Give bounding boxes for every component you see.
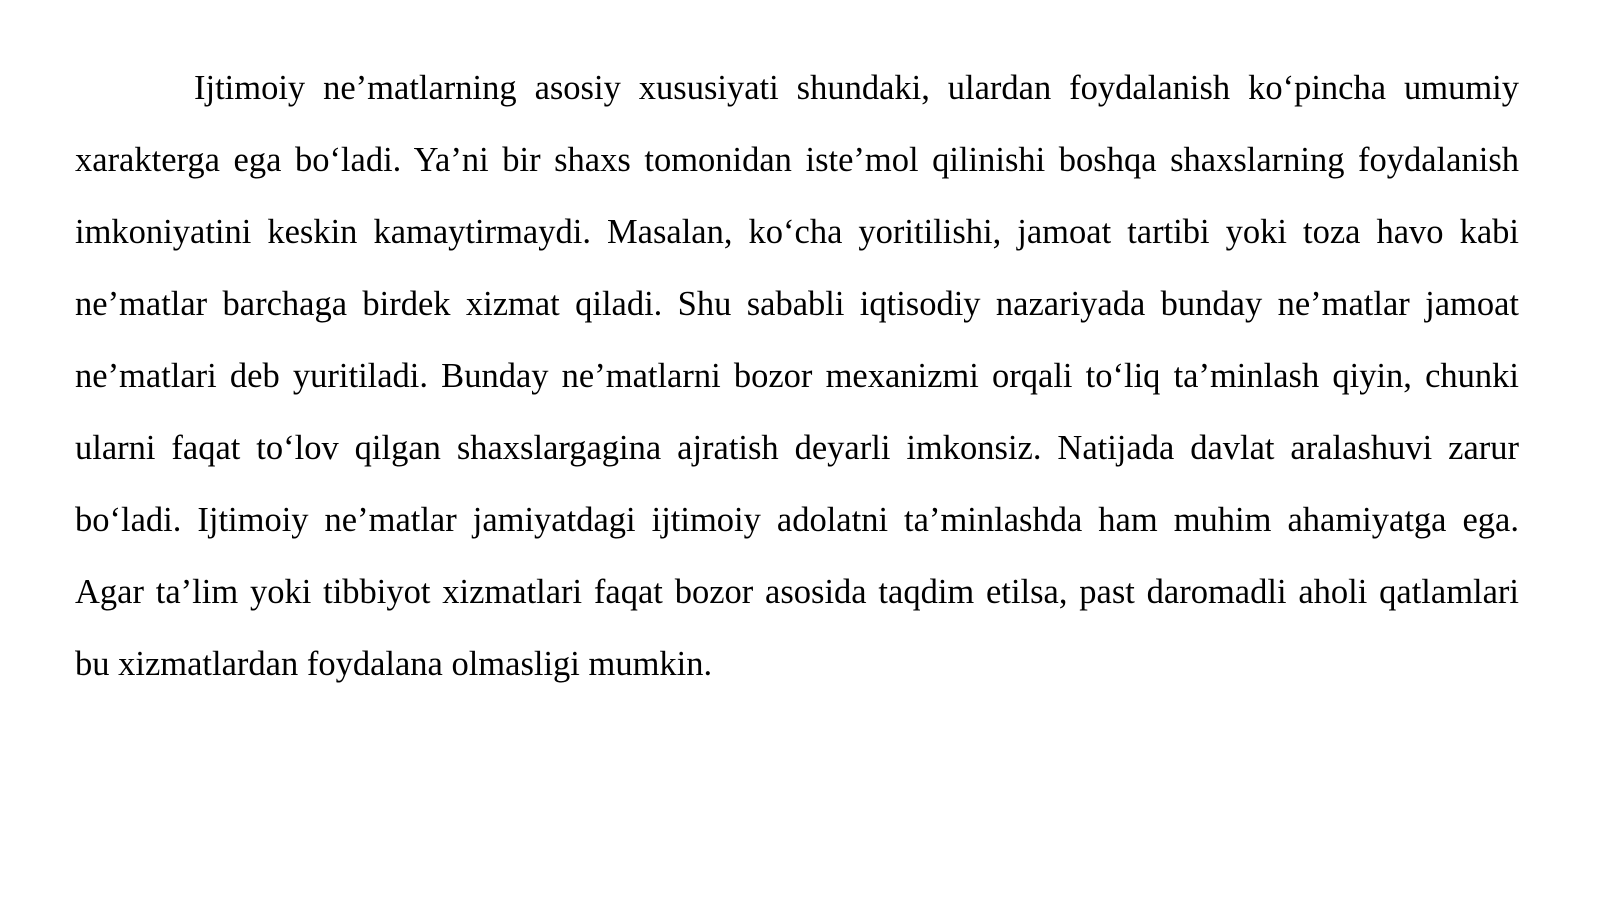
body-paragraph: Ijtimoiy ne’matlarning asosiy xususiyati shundaki, ulardan foydalanish ko‘pincha umumiy xarakterga ega bo‘ladi. Ya’ni bir shaxs tomonidan iste’mol qilinishi boshqa shaxslarning foydalanish imkoniyatini keskin kamaytirmaydi. Masalan, ko‘cha yoritilishi, jamoat tartibi yoki toza havo kabi ne’matlar barchaga birdek xizmat qiladi. Shu sababli iqtisodiy nazariyada bunday ne’matlar jamoat ne’matlari deb yuritiladi. Bunday ne’matlarni bozor mexanizmi orqali to‘liq ta’minlash qiyin, chunki ularni faqat to‘lov qilgan shaxslargagina ajratish deyarli imkonsiz. Natijada davlat aralashuvi zarur bo‘ladi. Ijtimoiy ne’matlar jamiyatdagi ijtimoiy adolatni ta’minlashda ham muhim ahamiyatga ega. Agar ta’lim yoki tibbiyot xizmatlari faqat bozor asosida taqdim etilsa, past daromadli aholi qatlamlari bu xizmatlardan foydalana olmasligi mumkin. — [75, 69, 1519, 683]
